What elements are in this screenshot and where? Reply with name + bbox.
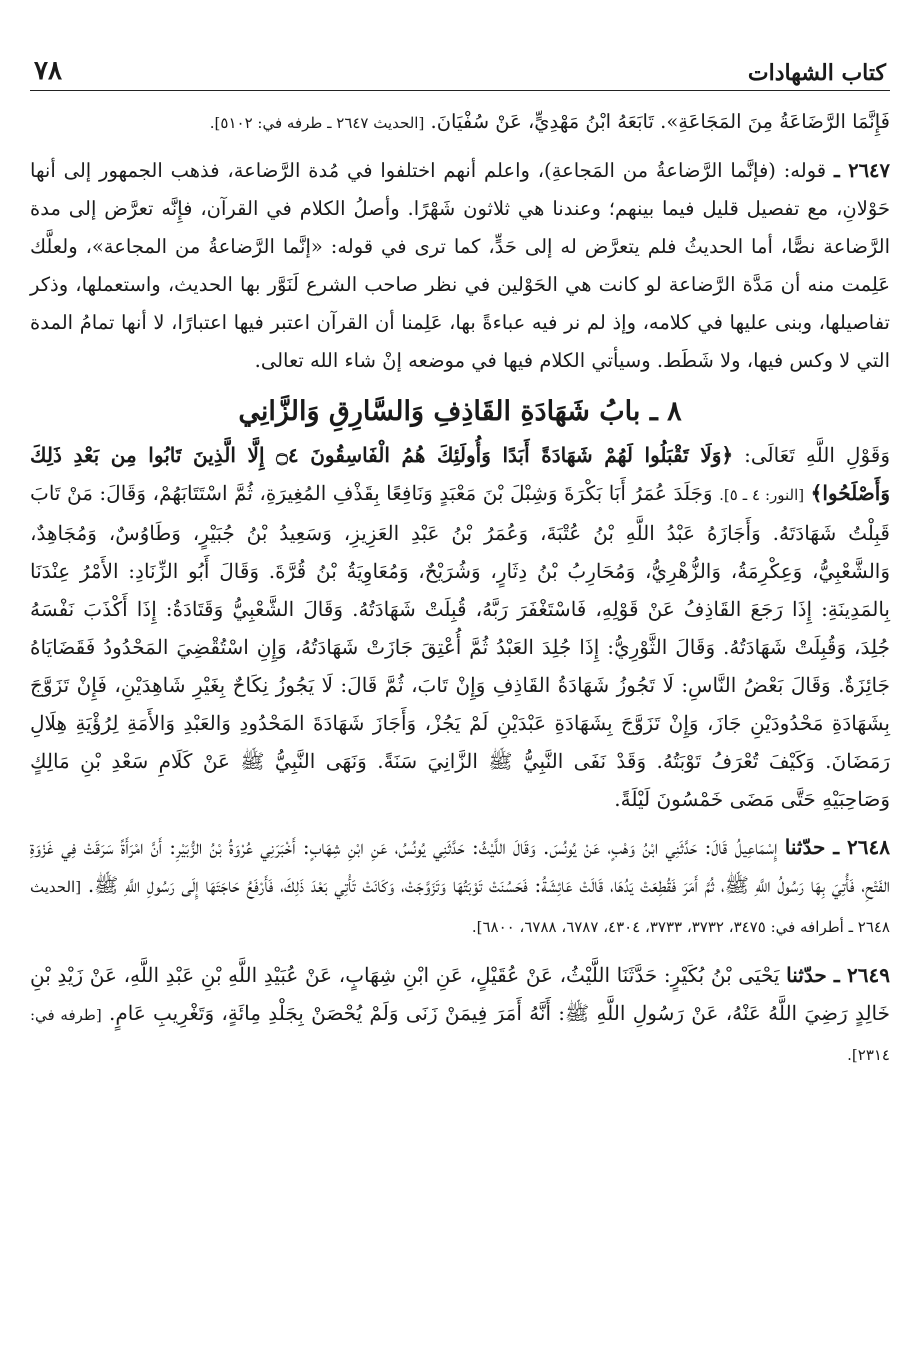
quran-verse: ﴿وَلَا تَقْبَلُوا لَهُمْ شَهَادَةً أَبَدًا وَأُولَئِكَ هُمُ الْفَاسِقُونَ ۝٤ إِلَّا الَّذِينَ تَابُوا مِن بَعْدِ ذَلِكَ وَأَصْلَحُوا﴾	[30, 443, 890, 505]
quran-verse-reference: [النور: ٤ ـ ٥].	[719, 486, 805, 504]
hadith-2648-text: إِسْمَاعِيلُ قَالَ: حَدَّثَنِي ابْنُ وَهْبٍ، عَنْ يُونُسَ. وَقَالَ اللَّيْثُ: حَدَّثَنِي يُونُسُ، عَنِ ابْنِ شِهَابٍ: أَخْبَرَنِي عُرْوَةُ بْنُ الزُّبَيْرِ: أَنَّ امْرَأَةً سَرَقَتْ فِي غَزْوَةِ الفَتْحِ، فَأُتِيَ بِهَا رَسُولُ اللَّهِ ﷺ، ثُمَّ أَمَرَ فَقُطِعَتْ يَدُهَا، قَالَتْ عَائِشَةُ: فَحَسُنَتْ تَوْبَتُهَا وَتَزَوَّجَتْ، وَكَانَتْ تَأْتِي بَعْدَ ذَلِكَ، فَأَرْفَعُ حَاجَتَهَا إِلَى رَسُولِ اللَّهِ ﷺ.	[30, 835, 891, 897]
commentary-number: ٢٦٤٧ ـ	[833, 159, 890, 182]
chapter-heading: ٨ ـ بابُ شَهَادَةِ القَاذِفِ وَالسَّارِقِ وَالزَّانِي	[238, 396, 682, 427]
hadith-continuation-text: فَإِنَّمَا الرَّضَاعَةُ مِنَ المَجَاعَةِ». تَابَعَهُ ابْنُ مَهْدِيٍّ، عَنْ سُفْيَانَ.	[430, 110, 890, 133]
chapter-intro-text: وَجَلَدَ عُمَرُ أَبَا بَكْرَةَ وَشِبْلَ بْنَ مَعْبَدٍ وَنَافِعًا بِقَذْفِ المُغِيرَةِ، ثُمَّ اسْتَتَابَهُمْ، وَقَالَ: مَنْ تَابَ قَبِلْتُ شَهَادَتَهُ. وَأَجَازَهُ عَبْدُ اللَّهِ بْنُ عُتْبَةَ، وَعُمَرُ بْنُ عَبْدِ العَزِيزِ، وَسَعِيدُ بْنُ جُبَيْرٍ، وَطَاوُسٌ، وَمُجَاهِدٌ، وَالشَّعْبِيُّ، وَعِكْرِمَةُ، وَالزُّهْرِيُّ، وَمُحَارِبُ بْنُ دِثَارٍ، وَشُرَيْحٌ، وَمُعَاوِيَةُ بْنُ قُرَّةَ. وَقَالَ أَبُو الزِّنَادِ: الأَمْرُ عِنْدَنَا بِالمَدِينَةِ: إِذَا رَجَعَ القَاذِفُ عَنْ قَوْلِهِ، فَاسْتَغْفَرَ رَبَّهُ، قُبِلَتْ شَهَادَتُهُ. وَقَالَ الشَّعْبِيُّ وَقَتَادَةُ: إِذَا أَكْذَبَ نَفْسَهُ جُلِدَ، وَقُبِلَتْ شَهَادَتُهُ. وَقَالَ الثَّوْرِيُّ: إِذَا جُلِدَ العَبْدُ ثُمَّ أُعْتِقَ جَازَتْ شَهَادَتُهُ، وَإِنِ اسْتُقْضِيَ المَحْدُودُ فَقَضَايَاهُ جَائِزَةٌ. وَقَالَ بَعْضُ النَّاسِ: لَا تَجُوزُ شَهَادَةُ القَاذِفِ وَإِنْ تَابَ، ثُمَّ قَالَ: لَا يَجُوزُ نِكَاحٌ بِغَيْرِ شَاهِدَيْنِ، فَإِنْ تَزَوَّجَ بِشَهَادَةِ مَحْدُودَيْنِ جَازَ، وَإِنْ تَزَوَّجَ بِشَهَادَةِ عَبْدَيْنِ لَمْ يَجُزْ، وَأَجَازَ شَهَادَةَ المَحْدُودِ وَالعَبْدِ وَالأَمَةِ لِرُؤْيَةِ هِلَالِ رَمَضَانَ. وَكَيْفَ تُعْرَفُ تَوْبَتُهُ. وَقَدْ نَفَى النَّبِيُّ ﷺ الزَّانِيَ سَنَةً. وَنَهَى النَّبِيُّ ﷺ عَنْ كَلَامِ سَعْدِ بْنِ مَالِكٍ وَصَاحِبَيْهِ حَتَّى مَضَى خَمْسُونَ لَيْلَةً.	[30, 481, 890, 811]
hadith-2647-reference: [الحديث ٢٦٤٧ ـ طرفه في: ٥١٠٢].	[209, 114, 425, 132]
page-number: ٧٨	[34, 56, 62, 86]
hadith-continuation	[30, 103, 890, 142]
commentary-text: قوله: (فإنَّما الرَّضاعةُ من المَجاعةِ)، واعلم أنهم اختلفوا في مُدة الرَّضاعة، فذهب الجمهور إلى أنها حَوْلانِ، مع تفصيل قليل فيما بينهم؛ وعندنا هي ثلاثون شَهْرًا. وأصلُ الكلام في القرآن، فإِنَّه تعرَّض إلى مدة الرَّضاعة نصًّا، أما الحديثُ فلم يتعرَّض له إلى حَدٍّ، كما ترى في قوله: «إنَّما الرَّضاعةُ من المجاعة»، ولعلَّك عَلِمت منه أن مَدَّة الرَّضاعة لو كانت هي الحَوْلين في نظر صاحب الشرع لَنَوَّر بها الحديث، واستعملها، وذكر تفاصيلها، وبنى عليها في كلامه، وإذ لم نر فيه عباءةً بها، عَلِمنا أن القرآن اعتبر فيها اعتبارًا، لا أنها تمامُ المدة التي لا وكس فيها، ولا شَطَط. وسيأتي الكلام فيها في موضعه إنْ شاء الله تعالى.	[30, 159, 890, 372]
book-title: كتاب الشهادات	[747, 60, 886, 86]
hadith-2648-reference: [الحديث ٢٦٤٨ ـ أطرافه في: ٣٤٧٥، ٣٧٣٢، ٣٧٣٣، ٤٣٠٤، ٦٧٨٧، ٦٧٨٨، ٦٨٠٠].	[30, 878, 890, 936]
hadith-2649-text: يَحْيَى بْنُ بُكَيْرٍ: حَدَّثَنَا اللَّيْثُ، عَنْ عُقَيْلٍ، عَنِ ابْنِ شِهَابٍ، عَنْ عُبَيْدِ اللَّهِ بْنِ عَبْدِ اللَّهِ، عَنْ زَيْدِ بْنِ خَالِدٍ رَضِيَ اللَّهُ عَنْهُ، عَنْ رَسُولِ اللَّهِ ﷺ: أَنَّهُ أَمَرَ فِيمَنْ زَنَى وَلَمْ يُحْصَنْ بِجَلْدِ مِائَةٍ، وَتَغْرِيبِ عَامٍ.	[30, 963, 891, 1025]
hadith-2648	[30, 828, 890, 946]
hadith-2649	[30, 956, 890, 1074]
page-header	[30, 40, 890, 91]
chapter-introduction	[30, 436, 890, 818]
hadith-2649-reference: [طرفه في: ٢٣١٤].	[30, 1006, 890, 1064]
chapter-intro-lead: وَقَوْلِ اللَّهِ تَعَالَى:	[744, 443, 890, 467]
hadith-2648-number: ٢٦٤٨ ـ حدّثنا	[784, 835, 890, 859]
book-page	[30, 40, 890, 1330]
hadith-2649-number: ٢٦٤٩ ـ حدّثنا	[786, 963, 891, 987]
commentary-2647	[30, 152, 890, 380]
